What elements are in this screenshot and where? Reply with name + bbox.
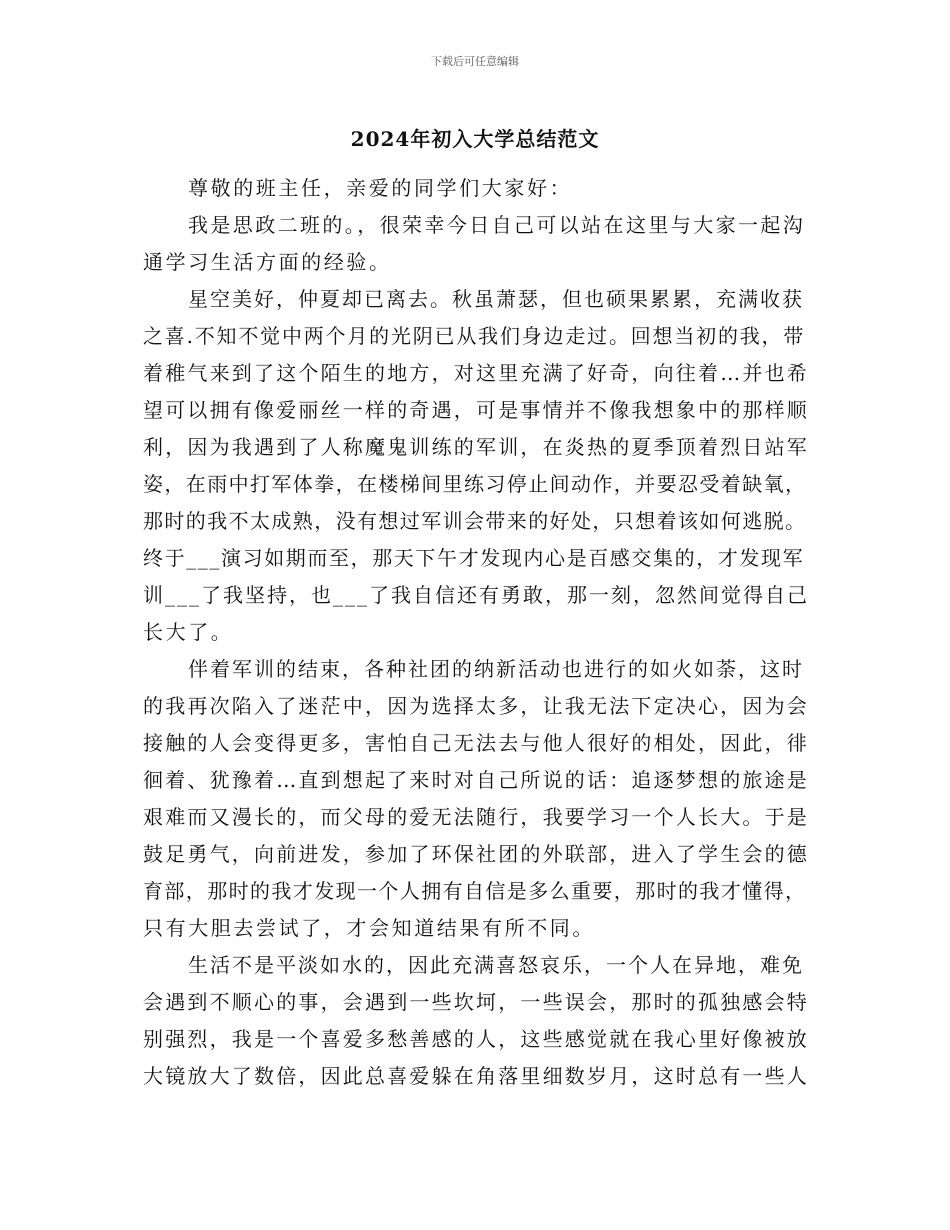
- body-text-line: 育部，那时的我才发现一个人拥有自信是多么重要，那时的我才懂得，: [143, 879, 807, 903]
- body-text-line: 的我再次陷入了迷茫中，因为选择太多，让我无法下定决心，因为会: [143, 694, 809, 718]
- body-text-line: 那时的我不太成熟，没有想过军训会带来的好处，只想着该如何逃脱。: [143, 509, 807, 533]
- body-text-line: 长大了。: [143, 620, 234, 644]
- body-text-line: 之喜.不知不觉中两个月的光阴已从我们身边走过。回想当初的我，带: [143, 324, 806, 348]
- page-header-note: 下载后可任意编辑: [431, 55, 519, 68]
- body-text-line: 伴着军训的结束，各种社团的纳新活动也进行的如火如荼，这时: [188, 657, 804, 681]
- body-text-line: 姿，在雨中打军体拳，在楼梯间里练习停止间动作，并要忍受着缺氧，: [143, 472, 807, 496]
- document-body: [143, 170, 809, 1095]
- body-text-line: 我是思政二班的。，很荣幸今日自己可以站在这里与大家一起沟: [188, 213, 806, 237]
- body-text-line: 只有大胆去尝试了，才会知道结果有所不同。: [143, 916, 595, 940]
- body-text-line: 尊敬的班主任，亲爱的同学们大家好：: [188, 176, 573, 200]
- body-text-line: 会遇到不顺心的事，会遇到一些坎坷，一些误会，那时的孤独感会特: [143, 990, 809, 1014]
- body-text-line: 望可以拥有像爱丽丝一样的奇遇，可是事情并不像我想象中的那样顺: [143, 398, 809, 422]
- body-text-line: 艰难而又漫长的，而父母的爱无法随行，我要学习一个人长大。于是: [143, 805, 809, 829]
- document-title: 2024年初入大学总结范文: [350, 127, 600, 151]
- body-text-line: 大镜放大了数倍，因此总喜爱躲在角落里细数岁月，这时总有一些人: [143, 1064, 809, 1088]
- body-text-line: 终于___演习如期而至，那天下午才发现内心是百感交集的，才发现军: [143, 546, 805, 570]
- body-text-line: 训___了我坚持，也___了我自信还有勇敢，那一刻，忽然间觉得自己: [143, 583, 809, 607]
- body-text-line: 通学习生活方面的经验。: [143, 250, 392, 274]
- body-text-line: 星空美好，仲夏却已离去。秋虽萧瑟，但也硕果累累，充满收获: [188, 287, 804, 311]
- body-text-line: 接触的人会变得更多，害怕自己无法去与他人很好的相处，因此，徘: [143, 731, 809, 755]
- body-text-line: 利，因为我遇到了人称魔鬼训练的军训，在炎热的夏季顶着烈日站军: [143, 435, 809, 459]
- body-text-line: 着稚气来到了这个陌生的地方，对这里充满了好奇，向往着…并也希: [143, 361, 809, 385]
- body-text-line: 生活不是平淡如水的，因此充满喜怒哀乐，一个人在异地，难免: [188, 953, 804, 977]
- body-text-line: 鼓足勇气，向前进发，参加了环保社团的外联部，进入了学生会的德: [143, 842, 809, 866]
- body-text-line: 别强烈，我是一个喜爱多愁善感的人，这些感觉就在我心里好像被放: [143, 1027, 809, 1051]
- body-text-line: 徊着、犹豫着…直到想起了来时对自己所说的话：追逐梦想的旅途是: [143, 768, 809, 792]
